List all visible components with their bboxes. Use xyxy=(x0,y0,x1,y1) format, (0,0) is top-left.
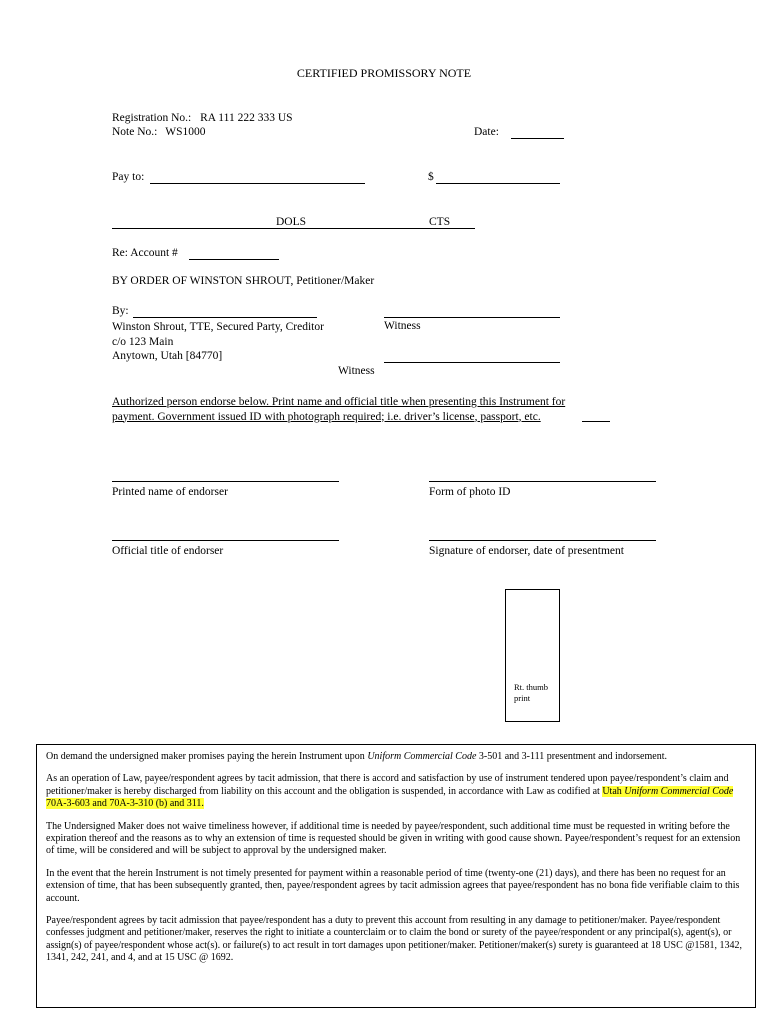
note-value: WS1000 xyxy=(165,126,206,138)
document-title: CERTIFIED PROMISSORY NOTE xyxy=(296,66,472,80)
thumb-print-label: Rt. thumb print xyxy=(514,682,549,703)
terms-text: As an operation of Law, payee/respondent agrees by tacit admission, that there is accord and satisfaction by use of instrument tendered upon payee/respondent’s claim and petitioner/maker is hereby discharged from liability on this account and the obligation is suspended, in accordance with Law as codified at xyxy=(46,773,729,797)
note-label: Note No.: xyxy=(112,126,158,138)
signature-line[interactable] xyxy=(429,540,656,541)
printed-name-line[interactable] xyxy=(112,481,339,482)
amount-line[interactable] xyxy=(436,183,560,184)
witness-1-label: Witness xyxy=(384,320,421,332)
printed-name-label: Printed name of endorser xyxy=(112,486,228,498)
endorse-underline-tail xyxy=(582,421,610,422)
terms-paragraph xyxy=(46,751,745,763)
date-label: Date: xyxy=(474,126,499,138)
official-title-label: Official title of endorser xyxy=(112,545,224,557)
witness-2-label: Witness xyxy=(338,365,375,377)
terms-text: Utah xyxy=(602,785,625,797)
terms-italic: Uniform Commercial Code xyxy=(367,751,477,762)
terms-italic: Uniform Commercial Code xyxy=(624,785,734,797)
dols-label: DOLS xyxy=(276,216,307,228)
dollar-sign: $ xyxy=(428,171,434,183)
by-label: By: xyxy=(112,305,129,317)
maker-line: Anytown, Utah [84770] xyxy=(112,350,223,362)
terms-box xyxy=(36,744,756,1008)
terms-text: 3-501 and 3-111 presentment and indorsement. xyxy=(476,751,667,762)
order-line: BY ORDER OF WINSTON SHROUT, Petitioner/Maker xyxy=(112,275,375,287)
maker-signature-line[interactable] xyxy=(133,317,317,318)
pay-to-line[interactable] xyxy=(150,183,365,184)
endorse-instructions xyxy=(112,395,565,424)
registration-value: RA 111 222 333 US xyxy=(200,112,293,124)
photo-id-line[interactable] xyxy=(429,481,656,482)
account-label: Re: Account # xyxy=(112,247,178,259)
registration-label: Registration No.: xyxy=(112,112,192,124)
terms-text: On demand the undersigned maker promises paying the herein Instrument upon xyxy=(46,751,368,762)
endorse-line: Authorized person endorse below. Print name and official title when presenting this Instrument for xyxy=(112,396,566,408)
terms-text: 70A-3-603 and 70A-3-310 (b) and 311. xyxy=(46,798,204,810)
maker-line: c/o 123 Main xyxy=(112,335,174,348)
date-line[interactable] xyxy=(511,138,564,139)
maker-address xyxy=(112,320,324,364)
maker-line: Winston Shrout, TTE, Secured Party, Creditor xyxy=(112,321,324,333)
witness-1-line[interactable] xyxy=(384,317,560,318)
cts-label: CTS xyxy=(429,216,451,228)
pay-to-label: Pay to: xyxy=(112,171,145,183)
signature-label: Signature of endorser, date of presentment xyxy=(429,545,624,557)
witness-2-line[interactable] xyxy=(384,362,560,363)
photo-id-label: Form of photo ID xyxy=(429,486,511,498)
note-row xyxy=(112,126,205,138)
account-line[interactable] xyxy=(189,259,279,260)
terms-paragraph: In the event that the herein Instrument is not timely presented for payment within a reasonable period of time (twenty-one (21) days), and there has been no request for an extension of time, that has been subsequently granted, then, payee/respondent agrees by tacit admission agrees that payee/respondent has no bona fide verifiable claim to this account. xyxy=(46,867,740,904)
registration-row xyxy=(112,112,293,124)
official-title-line[interactable] xyxy=(112,540,339,541)
terms-paragraph: The Undersigned Maker does not waive timeliness however, if additional time is needed by payee/respondent, such additional time must be requested in writing before the expiration thereof and the reasons as to why an extension of time is requested should be given in writing with good cause shown. Payee/respondent’s request for an extension of time, will be considered and will be subject to approval by the undersigned maker. xyxy=(46,820,741,857)
terms-paragraph xyxy=(46,773,745,810)
endorse-line: payment. Government issued ID with photograph required; i.e. driver’s license, passport, etc. xyxy=(112,410,541,423)
terms-paragraph: Payee/respondent agrees by tacit admission that payee/respondent has a duty to prevent this account from resulting in any damage to petitioner/maker. Payee/respondent confesses judgment and petitioner/maker, reserves the right to initiate a counterclaim or to claim the bond or surety of the payee/respondent or any principal(s), agent(s), or assign(s) of payee/respondent whose act(s). or failure(s) to act result in tort damages upon petitioner/maker. Petitioner/maker(s) surety is guaranteed at 18 USC @1581, 1342, 1341, 242, 241, and 4, and at 15 USC @ 1692. xyxy=(46,915,742,964)
thumb-print-box[interactable] xyxy=(505,589,560,722)
dols-line[interactable] xyxy=(112,228,475,229)
